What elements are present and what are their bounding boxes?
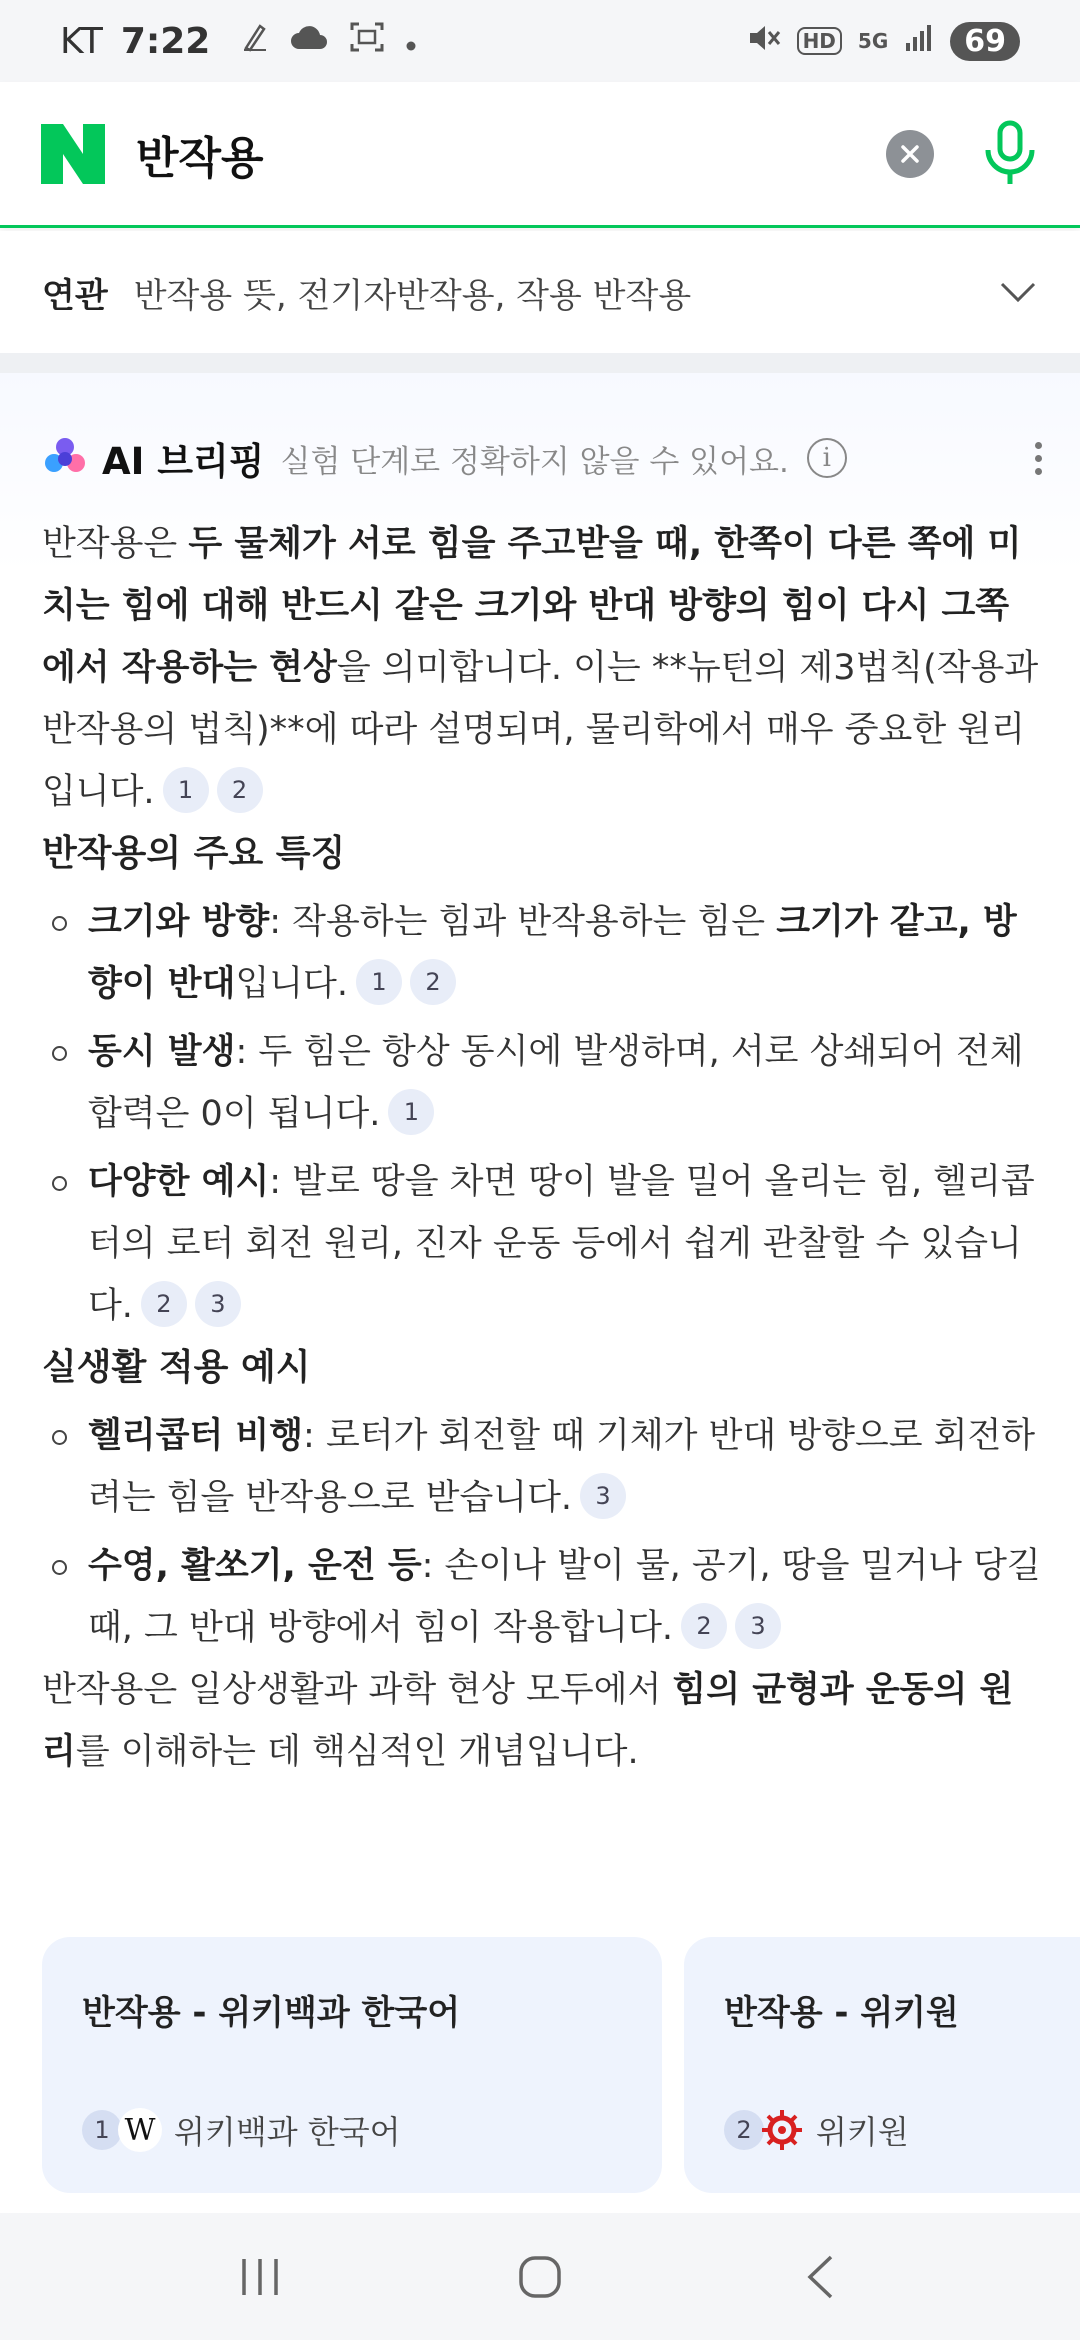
citation-badge[interactable]: 1 bbox=[356, 959, 402, 1005]
list-item: 수영, 활쏘기, 운전 등: 손이나 발이 물, 공기, 땅을 밀거나 당길 때, 그 반대 방향에서 힘이 작용합니다. 2 3 bbox=[42, 1535, 1042, 1659]
section-divider bbox=[0, 353, 1080, 373]
features-heading: 반작용의 주요 특징 bbox=[42, 833, 346, 874]
source-site bbox=[82, 2107, 401, 2153]
source-number: 1 bbox=[82, 2110, 122, 2150]
citation-badge[interactable]: 3 bbox=[195, 1281, 241, 1327]
ai-briefing-section bbox=[0, 373, 1080, 2213]
pen-icon bbox=[242, 22, 268, 60]
related-searches[interactable] bbox=[0, 231, 1080, 353]
source-site-name: 위키백과 한국어 bbox=[174, 2113, 401, 2151]
microphone-icon bbox=[982, 120, 1038, 188]
source-card[interactable] bbox=[684, 1937, 1080, 2193]
search-input[interactable]: 반작용 bbox=[136, 132, 264, 184]
back-icon bbox=[805, 2254, 835, 2300]
clock: 7:22 bbox=[120, 20, 211, 62]
info-icon[interactable]: i bbox=[807, 438, 847, 478]
citation-badge[interactable]: 1 bbox=[163, 767, 209, 813]
related-label: 연관 bbox=[42, 275, 108, 316]
hd-badge: HD bbox=[797, 27, 842, 55]
dot-icon bbox=[406, 24, 416, 59]
voice-search-button[interactable] bbox=[980, 119, 1040, 189]
network-type-label: 5G bbox=[857, 29, 889, 53]
source-cards bbox=[42, 1937, 1080, 2193]
citation-badge[interactable]: 3 bbox=[735, 1603, 781, 1649]
back-button[interactable] bbox=[785, 2247, 855, 2307]
home-icon bbox=[517, 2254, 563, 2300]
list-item: 다양한 예시: 발로 땅을 차면 땅이 발을 밀어 올리는 힘, 헬리콥터의 로터 회전 원리, 진자 운동 등에서 쉽게 관찰할 수 있습니다. 2 3 bbox=[42, 1151, 1042, 1337]
source-card-title: 반작용 - 위키백과 한국어 bbox=[82, 1993, 461, 2033]
ai-briefing-body bbox=[42, 513, 1042, 1783]
mute-icon bbox=[747, 22, 781, 61]
chevron-down-icon[interactable] bbox=[998, 272, 1038, 312]
clear-search-button[interactable] bbox=[886, 130, 934, 178]
recent-apps-icon bbox=[238, 2257, 282, 2297]
battery-level: 69 bbox=[950, 22, 1020, 61]
source-card-title: 반작용 - 위키원 bbox=[724, 1993, 959, 2033]
citation-badge[interactable]: 3 bbox=[580, 1473, 626, 1519]
signal-icon bbox=[904, 23, 934, 60]
related-keywords[interactable]: 반작용 뜻, 전기자반작용, 작용 반작용 bbox=[133, 275, 692, 316]
source-site bbox=[724, 2107, 909, 2153]
list-item: 크기와 방향: 작용하는 힘과 반작용하는 힘은 크기가 같고, 방향이 반대입니다. 1 2 bbox=[42, 891, 1042, 1015]
search-header bbox=[0, 82, 1080, 228]
ai-briefing-title: AI 브리핑 bbox=[102, 440, 265, 483]
wikipedia-icon: W bbox=[118, 2108, 162, 2152]
source-number: 2 bbox=[724, 2110, 764, 2150]
screenshot-icon bbox=[350, 21, 384, 61]
features-list bbox=[42, 891, 1042, 1337]
more-options-icon[interactable] bbox=[1035, 442, 1042, 475]
citation-badge[interactable]: 2 bbox=[681, 1603, 727, 1649]
intro-paragraph: 반작용은 두 물체가 서로 힘을 주고받을 때, 한쪽이 다른 쪽에 미치는 힘에 대해 반드시 같은 크기와 반대 방향의 힘이 다시 그쪽에서 작용하는 현상을 의미합니다. 이는 **뉴턴의 제3법칙(작용과 반작용의 법칙)**에 따라 설명되며, 물리학에서 매우 중요한 원리입니다. 1 2 bbox=[42, 524, 1039, 812]
ai-disclaimer: 실험 단계로 정확하지 않을 수 있어요. bbox=[280, 443, 789, 480]
citation-badge[interactable]: 1 bbox=[388, 1089, 434, 1135]
source-site-name: 위키원 bbox=[816, 2113, 909, 2151]
source-card[interactable] bbox=[42, 1937, 662, 2193]
home-button[interactable] bbox=[505, 2247, 575, 2307]
recent-apps-button[interactable] bbox=[225, 2247, 295, 2307]
cloud-icon bbox=[290, 24, 328, 59]
system-navigation-bar bbox=[0, 2213, 1080, 2340]
close-icon bbox=[900, 144, 920, 164]
ai-sparkle-icon bbox=[42, 435, 88, 481]
examples-list bbox=[42, 1405, 1042, 1659]
status-bar bbox=[0, 0, 1080, 82]
citation-badge[interactable]: 2 bbox=[141, 1281, 187, 1327]
citation-badge[interactable]: 2 bbox=[410, 959, 456, 1005]
wikiwon-icon bbox=[760, 2108, 804, 2152]
carrier-label: KT bbox=[60, 20, 103, 62]
naver-logo[interactable] bbox=[40, 124, 106, 184]
examples-heading: 실생활 적용 예시 bbox=[42, 1347, 311, 1388]
citation-badge[interactable]: 2 bbox=[217, 767, 263, 813]
conclusion-paragraph: 반작용은 일상생활과 과학 현상 모두에서 힘의 균형과 운동의 원리를 이해하는 데 핵심적인 개념입니다. bbox=[42, 1670, 1014, 1772]
ai-briefing-header bbox=[42, 431, 1042, 485]
list-item: 동시 발생: 두 힘은 항상 동시에 발생하며, 서로 상쇄되어 전체 합력은 0이 됩니다. 1 bbox=[42, 1021, 1042, 1145]
list-item: 헬리콥터 비행: 로터가 회전할 때 기체가 반대 방향으로 회전하려는 힘을 반작용으로 받습니다. 3 bbox=[42, 1405, 1042, 1529]
